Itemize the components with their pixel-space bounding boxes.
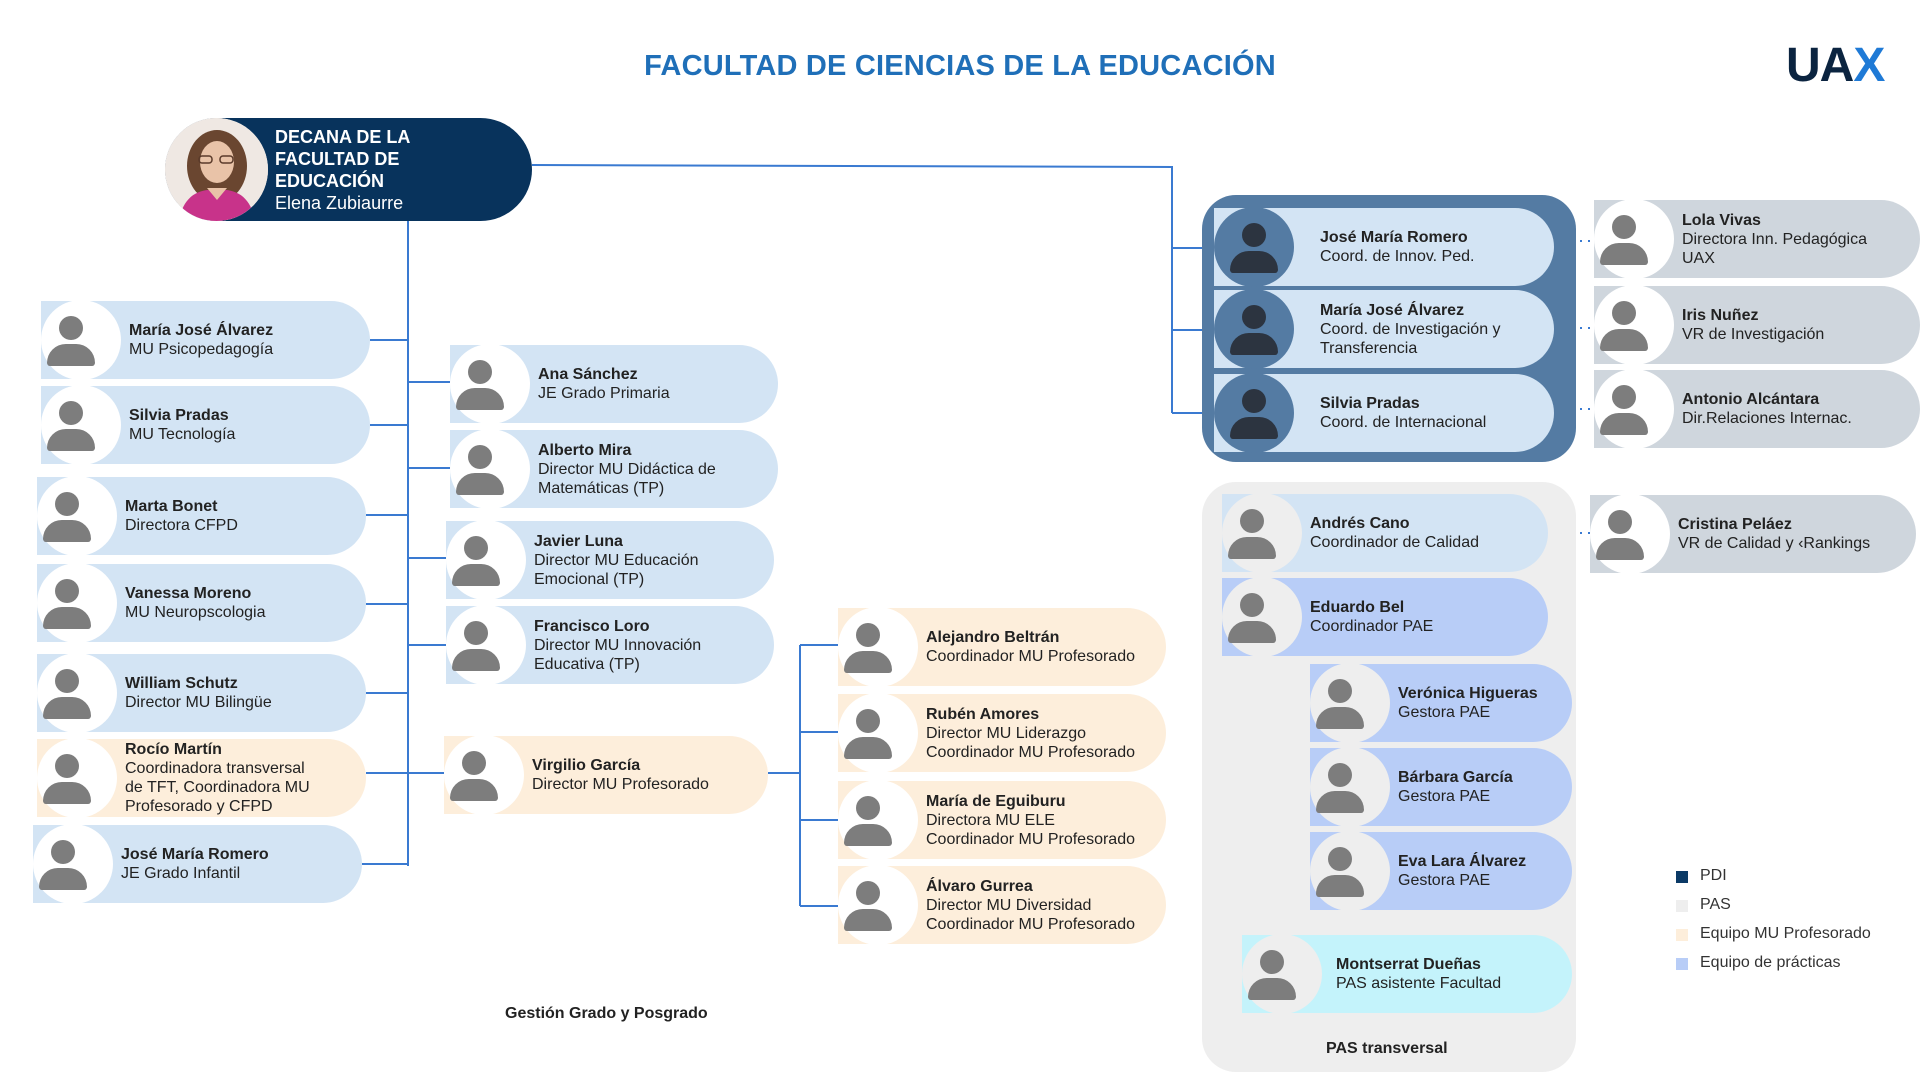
person-name: Silvia Pradas xyxy=(129,407,229,424)
org-card[interactable] xyxy=(444,736,768,814)
org-card[interactable] xyxy=(446,606,774,684)
logo-text: UA xyxy=(1786,39,1854,92)
person-name: María José Álvarez xyxy=(1320,301,1465,319)
person-role: Director MU Didáctica de Matemáticas (TP) xyxy=(538,460,716,497)
avatar xyxy=(838,693,918,773)
person-icon xyxy=(1598,299,1650,355)
org-card[interactable] xyxy=(41,386,370,464)
person-icon xyxy=(1314,845,1366,901)
person-role: Coordinadora transversal de TFT, Coordinadora MU Profesorado y CFPD xyxy=(125,760,310,815)
person-name: María José Álvarez xyxy=(129,322,274,339)
person-role: Coord. de Internacional xyxy=(1320,414,1487,431)
avatar xyxy=(1222,493,1302,573)
person-icon xyxy=(1314,677,1366,733)
avatar xyxy=(1310,747,1390,827)
person-icon xyxy=(45,314,97,370)
person-name: William Schutz xyxy=(125,675,238,692)
legend-swatch xyxy=(1676,900,1688,912)
person-role: Directora CFPD xyxy=(125,517,238,534)
org-card[interactable] xyxy=(838,866,1166,944)
person-icon xyxy=(1228,303,1280,359)
dean-photo xyxy=(165,118,268,221)
person-role: Gestora PAE xyxy=(1398,704,1491,721)
person-role: MU Tecnología xyxy=(129,426,236,443)
person-role: Directora MU ELE Coordinador MU Profesorado xyxy=(926,811,1135,848)
avatar xyxy=(1222,577,1302,657)
legend-label: PDI xyxy=(1700,867,1727,884)
legend-item-profesorado xyxy=(1676,925,1871,954)
person-role: MU Neuropscologia xyxy=(125,604,266,621)
person-name: Andrés Cano xyxy=(1310,515,1410,532)
org-card[interactable] xyxy=(1214,208,1554,286)
org-card[interactable] xyxy=(838,608,1166,686)
avatar xyxy=(1214,373,1294,453)
dean-name: Elena Zubiaurre xyxy=(275,192,404,213)
org-card[interactable] xyxy=(1590,495,1916,573)
person-icon xyxy=(450,534,502,590)
person-role: Coord. de Investigación y Transferencia xyxy=(1320,320,1501,357)
person-name: Rubén Amores xyxy=(926,705,1040,723)
person-icon xyxy=(1246,948,1298,1004)
avatar xyxy=(1594,285,1674,365)
person-name: Antonio Alcántara xyxy=(1682,391,1820,408)
person-role: Director MU Liderazgo Coordinador MU Profesorado xyxy=(926,724,1135,761)
dean-title: DECANA DE LA FACULTAD DE EDUCACIÓN xyxy=(275,126,410,191)
person-role: Gestora PAE xyxy=(1398,788,1491,805)
avatar xyxy=(1594,369,1674,449)
dean-card[interactable] xyxy=(165,118,532,221)
org-card[interactable] xyxy=(1310,748,1572,826)
person-role: Coordinador MU Profesorado xyxy=(926,648,1135,665)
caption-gestion-grado: Gestión Grado y Posgrado xyxy=(505,1005,708,1022)
org-card[interactable] xyxy=(838,781,1166,859)
avatar xyxy=(1214,289,1294,369)
avatar xyxy=(37,738,117,818)
avatar xyxy=(450,429,530,509)
person-icon xyxy=(1226,507,1278,563)
legend-item-pas xyxy=(1676,896,1871,925)
person-name: Bárbara García xyxy=(1398,769,1513,786)
legend-label: Equipo de prácticas xyxy=(1700,954,1841,971)
person-role: Director MU Diversidad Coordinador MU Profesorado xyxy=(926,896,1135,933)
avatar xyxy=(446,520,526,600)
org-card[interactable] xyxy=(37,739,366,817)
person-icon xyxy=(842,879,894,935)
org-card[interactable] xyxy=(41,301,370,379)
person-icon xyxy=(842,794,894,850)
avatar xyxy=(1310,831,1390,911)
person-name: Alberto Mira xyxy=(538,441,632,459)
page-title: FACULTAD DE CIENCIAS DE LA EDUCACIÓN xyxy=(644,50,1276,82)
org-card[interactable] xyxy=(1310,832,1572,910)
person-icon xyxy=(454,443,506,499)
person-icon xyxy=(1228,387,1280,443)
person-role: Director MU Profesorado xyxy=(532,776,709,793)
org-card[interactable] xyxy=(33,825,362,903)
org-card[interactable] xyxy=(1242,935,1572,1013)
org-card[interactable] xyxy=(1214,290,1554,368)
avatar xyxy=(1214,207,1294,287)
person-name: Eva Lara Álvarez xyxy=(1398,853,1527,870)
person-icon xyxy=(1228,221,1280,277)
person-name: Cristina Peláez xyxy=(1678,516,1792,533)
person-icon xyxy=(1598,383,1650,439)
person-icon xyxy=(448,749,500,805)
org-card[interactable] xyxy=(1222,494,1548,572)
uax-logo xyxy=(1786,38,1884,93)
org-card[interactable] xyxy=(450,430,778,508)
person-icon xyxy=(1226,591,1278,647)
person-role: Gestora PAE xyxy=(1398,872,1491,889)
avatar xyxy=(1242,934,1322,1014)
person-role: PAS asistente Facultad xyxy=(1336,975,1502,992)
logo-accent: X xyxy=(1853,39,1885,92)
person-role: Dir.Relaciones Internac. xyxy=(1682,410,1852,427)
person-icon xyxy=(1314,761,1366,817)
avatar xyxy=(41,385,121,465)
person-role: MU Psicopedagogía xyxy=(129,341,274,358)
person-role: Director MU Innovación Educativa (TP) xyxy=(534,636,702,673)
org-card[interactable] xyxy=(37,654,366,732)
person-role: Coordinador de Calidad xyxy=(1310,534,1479,551)
person-icon xyxy=(41,577,93,633)
person-role: Directora Inn. Pedagógica UAX xyxy=(1682,230,1867,267)
avatar xyxy=(1594,199,1674,279)
caption-pas-transversal: PAS transversal xyxy=(1326,1040,1448,1057)
org-card[interactable] xyxy=(1594,286,1920,364)
legend-label: Equipo MU Profesorado xyxy=(1700,925,1871,942)
legend xyxy=(1676,867,1871,983)
person-icon xyxy=(450,619,502,675)
person-role: Director MU Educación Emocional (TP) xyxy=(534,551,699,588)
org-card[interactable] xyxy=(838,694,1166,772)
person-name: Vanessa Moreno xyxy=(125,585,252,602)
person-name: Montserrat Dueñas xyxy=(1336,956,1481,973)
person-role: JE Grado Infantil xyxy=(121,865,241,882)
person-role: VR de Calidad y ‹Rankings xyxy=(1678,535,1871,552)
person-icon xyxy=(45,399,97,455)
person-role: Coordinador PAE xyxy=(1310,618,1434,635)
legend-label: PAS xyxy=(1700,896,1731,913)
org-card[interactable] xyxy=(1310,664,1572,742)
avatar xyxy=(838,607,918,687)
org-card[interactable] xyxy=(446,521,774,599)
person-name: Verónica Higueras xyxy=(1398,685,1538,702)
legend-swatch xyxy=(1676,929,1688,941)
person-name: Rocío Martín xyxy=(125,741,222,758)
avatar xyxy=(37,563,117,643)
person-name: Alejandro Beltrán xyxy=(926,629,1060,646)
person-icon xyxy=(1594,508,1646,564)
person-icon xyxy=(842,621,894,677)
avatar xyxy=(1310,663,1390,743)
person-icon xyxy=(842,707,894,763)
legend-swatch xyxy=(1676,958,1688,970)
person-name: José María Romero xyxy=(1320,229,1468,246)
avatar xyxy=(450,344,530,424)
person-name: María de Eguiburu xyxy=(926,792,1066,810)
avatar xyxy=(838,780,918,860)
person-name: Álvaro Gurrea xyxy=(926,877,1033,895)
org-card[interactable] xyxy=(1594,200,1920,278)
avatar xyxy=(444,735,524,815)
person-name: Eduardo Bel xyxy=(1310,599,1405,616)
avatar xyxy=(838,865,918,945)
org-card[interactable] xyxy=(37,477,366,555)
legend-item-pdi xyxy=(1676,867,1871,896)
org-card[interactable] xyxy=(1594,370,1920,448)
avatar xyxy=(37,653,117,733)
avatar xyxy=(33,824,113,904)
person-role: Director MU Bilingüe xyxy=(125,694,272,711)
org-card[interactable] xyxy=(37,564,366,642)
person-icon xyxy=(454,358,506,414)
person-icon xyxy=(1598,213,1650,269)
avatar xyxy=(41,300,121,380)
person-icon xyxy=(41,490,93,546)
person-name: Ana Sánchez xyxy=(538,366,638,383)
person-role: Coord. de Innov. Ped. xyxy=(1320,248,1475,265)
legend-swatch xyxy=(1676,871,1688,883)
legend-item-practicas xyxy=(1676,954,1871,983)
avatar xyxy=(1590,494,1670,574)
person-name: José María Romero xyxy=(121,846,269,863)
person-name: Virgilio García xyxy=(532,757,641,774)
person-name: Javier Luna xyxy=(534,532,623,550)
org-card[interactable] xyxy=(1222,578,1548,656)
person-name: Lola Vivas xyxy=(1682,211,1761,229)
person-name: Iris Nuñez xyxy=(1682,307,1759,324)
org-card[interactable] xyxy=(450,345,778,423)
org-card[interactable] xyxy=(1214,374,1554,452)
person-name: Silvia Pradas xyxy=(1320,395,1420,412)
person-name: Francisco Loro xyxy=(534,617,650,635)
person-icon xyxy=(41,667,93,723)
person-icon xyxy=(37,838,89,894)
person-name: Marta Bonet xyxy=(125,498,218,515)
avatar xyxy=(446,605,526,685)
person-role: VR de Investigación xyxy=(1682,326,1825,343)
avatar xyxy=(37,476,117,556)
person-role: JE Grado Primaria xyxy=(538,385,670,402)
person-icon xyxy=(41,752,93,808)
